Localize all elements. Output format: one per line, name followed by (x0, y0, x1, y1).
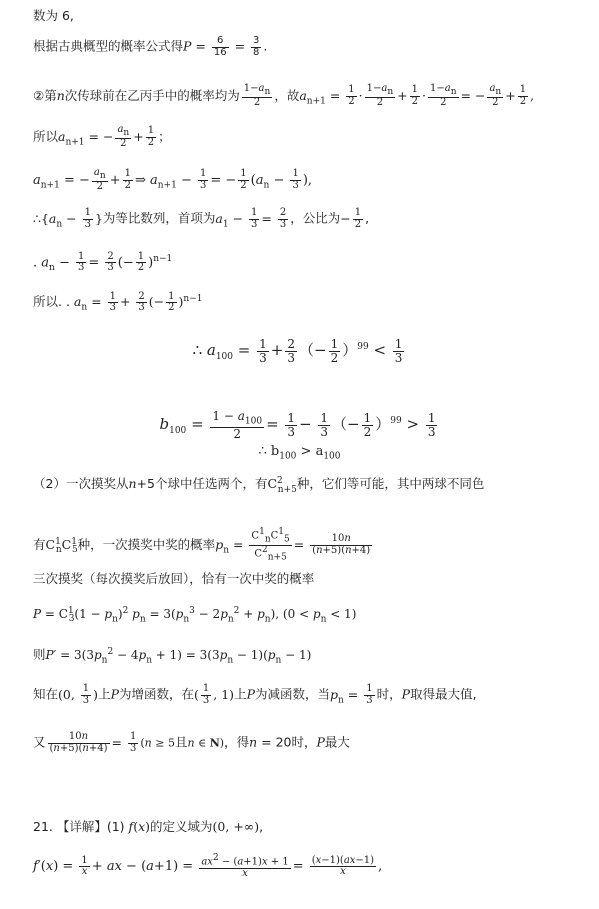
text-line-9: ∴ $a_{100}$ = $\frac{1}{3}$ + $\frac{2}{3}$ （− $\frac{1}{2}$ ）$^{99}$ < $\frac{1}{3}$ (192, 337, 403, 365)
text-line-3: ②第n次传球前在乙丙手中的概率均为 $\frac{1-a_n}{2}$ ，故$a_{n+1}$ = $\frac{1}{2}$ · $\frac{1-a_n}{2}$ + $\frac{1}{2}$ · $\frac{1-a_n}{2}$ = − $\frac{a_n}{2}$ + $\frac{1}{2}$ , (33, 83, 535, 109)
text-line-5: $a_{n+1}$ = − $\frac{a_n}{2}$ + $\frac{1}{2}$ ⇒ $a_{n+1}$ − $\frac{1}{3}$ = − $\frac{1}{2}$ ($a_n$ − $\frac{1}{3}$ ), (33, 167, 313, 193)
text-line-13: 有$C^1_nC^1_5$种，一次摸奖中奖的概率$p_n$ = $\frac{C^1_nC^1_5}{C^2_{n+5}}$ = $\frac{10n}{(n+5)(n+4)}$ (33, 527, 371, 563)
text-line-17: 知在(0, $\frac{1}{3}$ )上P为增函数，在( $\frac{1}{3}$ , 1)上P为减函数，当$p_n$ = $\frac{1}{3}$ 时，P取得最大值, (33, 683, 477, 706)
text-line-2: 根据古典概型的概率公式得P = $\frac{6}{16}$ = $\frac{3}{8}$ . (33, 35, 268, 58)
text-line-4: 所以$a_{n+1}$ = − $\frac{a_n}{2}$ + $\frac{1}{2}$ ； (33, 124, 171, 150)
text-line-16: 则$P' = 3(3p_n^2 - 4p_n + 1) = 3(3p_n - 1)(p_n - 1)$ (33, 647, 312, 666)
text-line-6: $\therefore\{a_n$ − $\frac{1}{3}$ }为等比数列，首项为$a_1$ − $\frac{1}{3}$ = $\frac{2}{3}$ ，公比为− $\frac{1}{2}$ , (33, 207, 370, 230)
text-line-8: 所以. . $a_n$ = $\frac{1}{3}$ + $\frac{2}{3}$ (− $\frac{1}{2}$ )$^{n-1}$ (33, 290, 203, 314)
text-line-12: （2）一次摸奖从n+5个球中任选两个，有$C^2_{n+5}$种，它们等可能，其中两球不同色 (33, 476, 485, 495)
text-line-11: ∴ $b_{100} > a_{100}$ (258, 444, 341, 462)
text-line-15: $P = C^1_3(1 - p_n)^2$ $p_n = 3(p_n^3 - 2p_n^2 + p_n)$, $(0 < p_n < 1)$ (33, 606, 357, 625)
text-line-7: . $a_n$ − $\frac{1}{3}$ = $\frac{2}{3}$ (− $\frac{1}{2}$ )$^{n-1}$ (33, 250, 173, 274)
text-line-20: f′(x) = $\frac{1}{x}$ + ax − (a+1) = $\frac{ax^2 - (a+1)x + 1}{x}$ = $\frac{(x-1)(ax-1)}{x}$ , (33, 853, 383, 879)
text-line-10: $b_{100}$ = $\frac{1 - a_{100}}{2}$ = $\frac{1}{3}$ − $\frac{1}{3}$ （− $\frac{1}{2}$ ）$^{99}$ > $\frac{1}{3}$ (159, 409, 436, 441)
text-line-1: 数为 6, (33, 8, 74, 23)
text-line-14: 三次摸奖（每次摸奖后放回），恰有一次中奖的概率 (33, 571, 315, 586)
text-line-18: 又 $\frac{10n}{(n+5)(n+4)}$ = $\frac{1}{3}$ (n ≥ 5且n ∈ N)，得n = 20时，P最大 (33, 731, 350, 754)
text-line-19: 21. 【详解】(1) f(x)的定义域为(0, +∞), (33, 819, 264, 834)
